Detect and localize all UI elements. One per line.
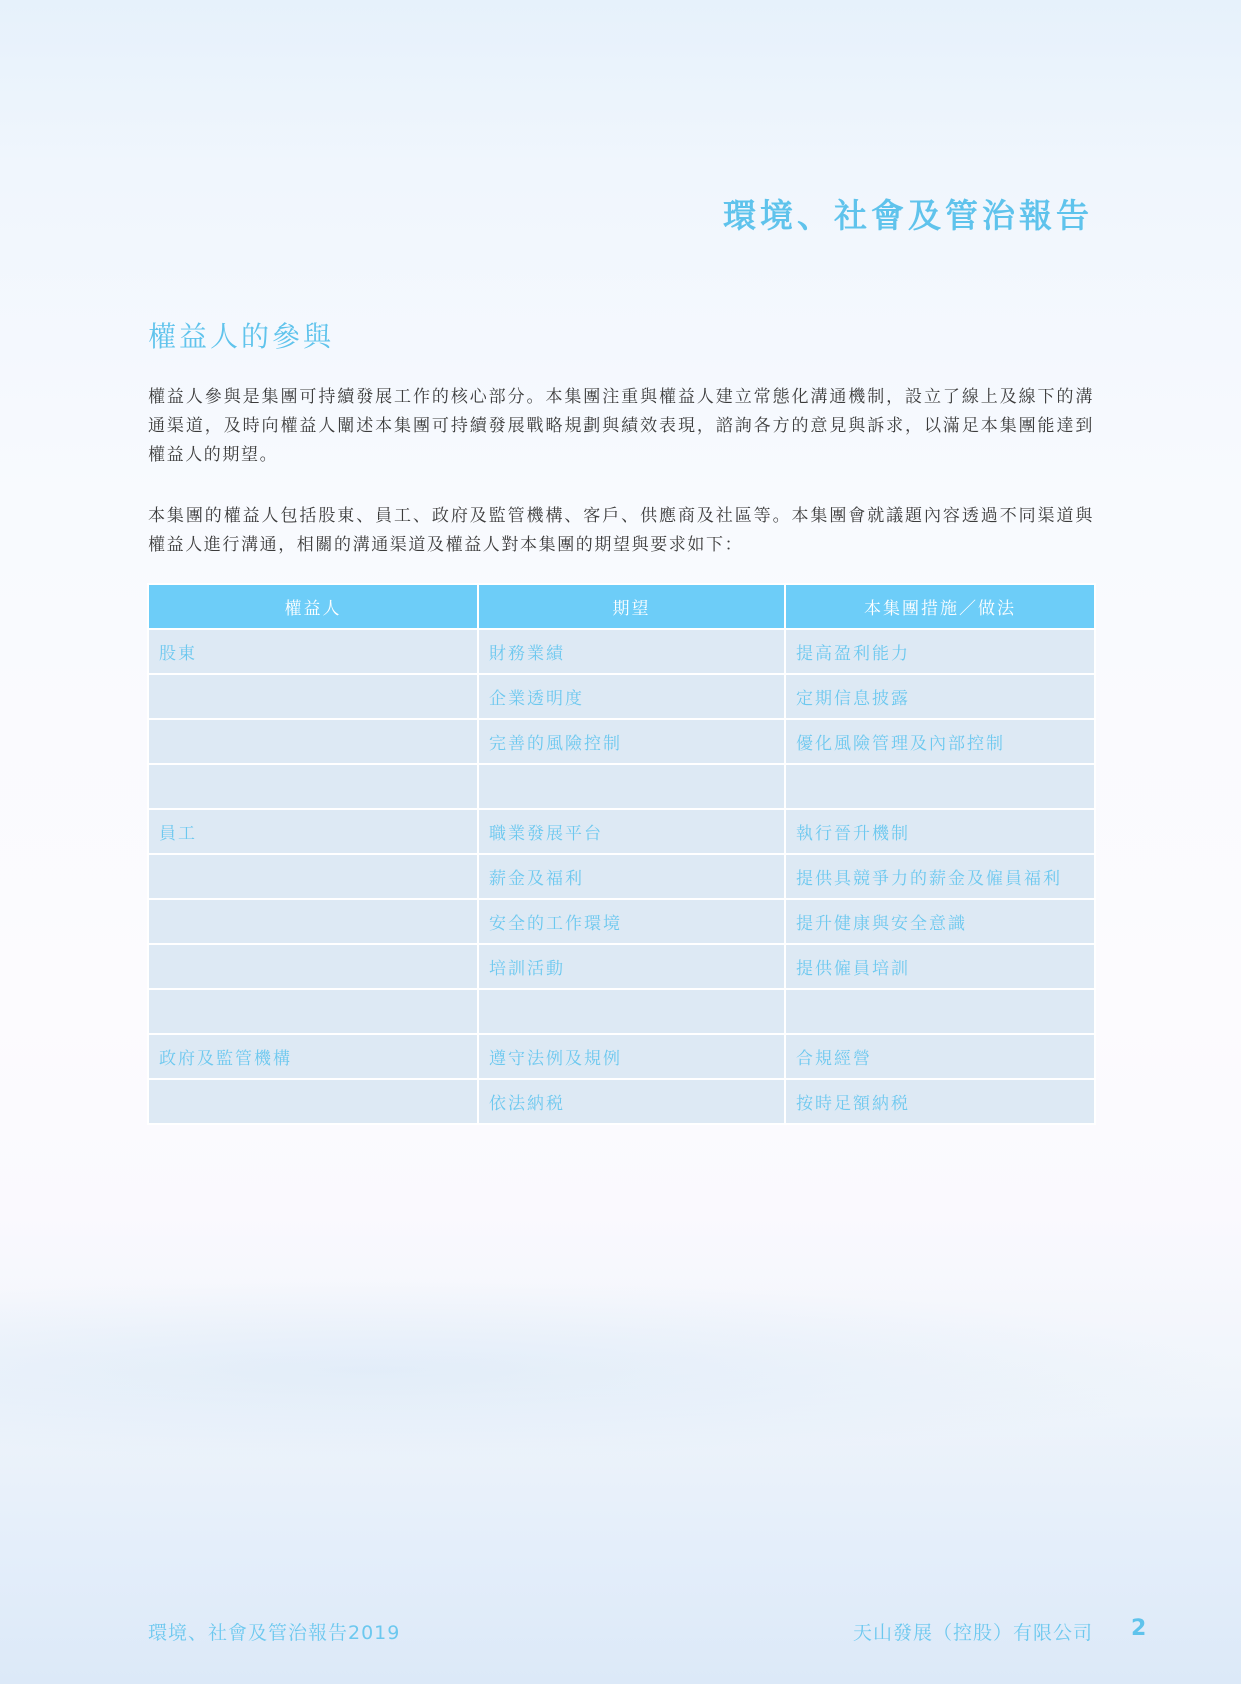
stakeholder-cell <box>148 764 478 809</box>
intro-paragraph: 權益人參與是集團可持續發展工作的核心部分。本集團注重與權益人建立常態化溝通機制，設立了線上及線下的溝通渠道，及時向權益人闡述本集團可持續發展戰略規劃與績效表現，諮詢各方的意見與訴求，以滿足本集團能達到權益人的期望。 <box>148 387 1094 465</box>
expectation-cell: 依法納税 <box>478 1079 785 1124</box>
table-row <box>148 989 1095 1034</box>
measure-cell <box>785 989 1095 1034</box>
expectation-cell: 職業發展平台 <box>478 809 785 854</box>
section-title: 權益人的參與 <box>148 320 335 353</box>
expectation-cell: 安全的工作環境 <box>478 899 785 944</box>
stakeholder-cell: 政府及監管機構 <box>148 1034 478 1079</box>
table-row <box>148 854 1095 899</box>
stakeholder-cell <box>148 944 478 989</box>
stakeholder-cell: 員工 <box>148 809 478 854</box>
measure-cell: 定期信息披露 <box>785 674 1095 719</box>
stakeholder-cell <box>148 989 478 1034</box>
footer-report-name: 環境、社會及管治報告2019 <box>148 1622 401 1644</box>
table-row <box>148 719 1095 764</box>
header-expectation: 期望 <box>478 584 785 629</box>
measure-cell: 提高盈利能力 <box>785 629 1095 674</box>
table-row <box>148 899 1095 944</box>
expectation-cell: 培訓活動 <box>478 944 785 989</box>
table-header-row <box>148 584 1095 629</box>
measure-cell: 提供僱員培訓 <box>785 944 1095 989</box>
table-row <box>148 944 1095 989</box>
stakeholder-table <box>147 583 1096 1125</box>
table-row <box>148 1034 1095 1079</box>
measure-cell: 按時足額納税 <box>785 1079 1095 1124</box>
table-row <box>148 1079 1095 1124</box>
table-row <box>148 674 1095 719</box>
table-row <box>148 764 1095 809</box>
page-number: 2 <box>1131 1616 1147 1641</box>
expectation-cell: 遵守法例及規例 <box>478 1034 785 1079</box>
header-measures: 本集團措施／做法 <box>785 584 1095 629</box>
measure-cell: 合規經營 <box>785 1034 1095 1079</box>
stakeholder-cell <box>148 719 478 764</box>
report-title: 環境、社會及管治報告 <box>723 196 1093 235</box>
stakeholder-cell <box>148 1079 478 1124</box>
stakeholder-cell: 股東 <box>148 629 478 674</box>
measure-cell <box>785 764 1095 809</box>
expectation-cell <box>478 764 785 809</box>
expectation-cell <box>478 989 785 1034</box>
measure-cell: 提升健康與安全意識 <box>785 899 1095 944</box>
stakeholder-cell <box>148 674 478 719</box>
expectation-cell: 財務業績 <box>478 629 785 674</box>
header-stakeholder: 權益人 <box>148 584 478 629</box>
expectation-cell: 薪金及福利 <box>478 854 785 899</box>
measure-cell: 提供具競爭力的薪金及僱員福利 <box>785 854 1095 899</box>
expectation-cell: 企業透明度 <box>478 674 785 719</box>
footer-company-name: 天山發展（控股）有限公司 <box>852 1622 1093 1644</box>
expectation-cell: 完善的風險控制 <box>478 719 785 764</box>
stakeholder-cell <box>148 899 478 944</box>
measure-cell: 優化風險管理及內部控制 <box>785 719 1095 764</box>
stakeholder-cell <box>148 854 478 899</box>
table-row <box>148 809 1095 854</box>
measure-cell: 執行晉升機制 <box>785 809 1095 854</box>
table-row <box>148 629 1095 674</box>
stakeholders-paragraph: 本集團的權益人包括股東、員工、政府及監管機構、客戶、供應商及社區等。本集團會就議題內容透過不同渠道與權益人進行溝通，相關的溝通渠道及權益人對本集團的期望與要求如下： <box>148 506 1094 555</box>
background-wave <box>0 1280 1241 1460</box>
